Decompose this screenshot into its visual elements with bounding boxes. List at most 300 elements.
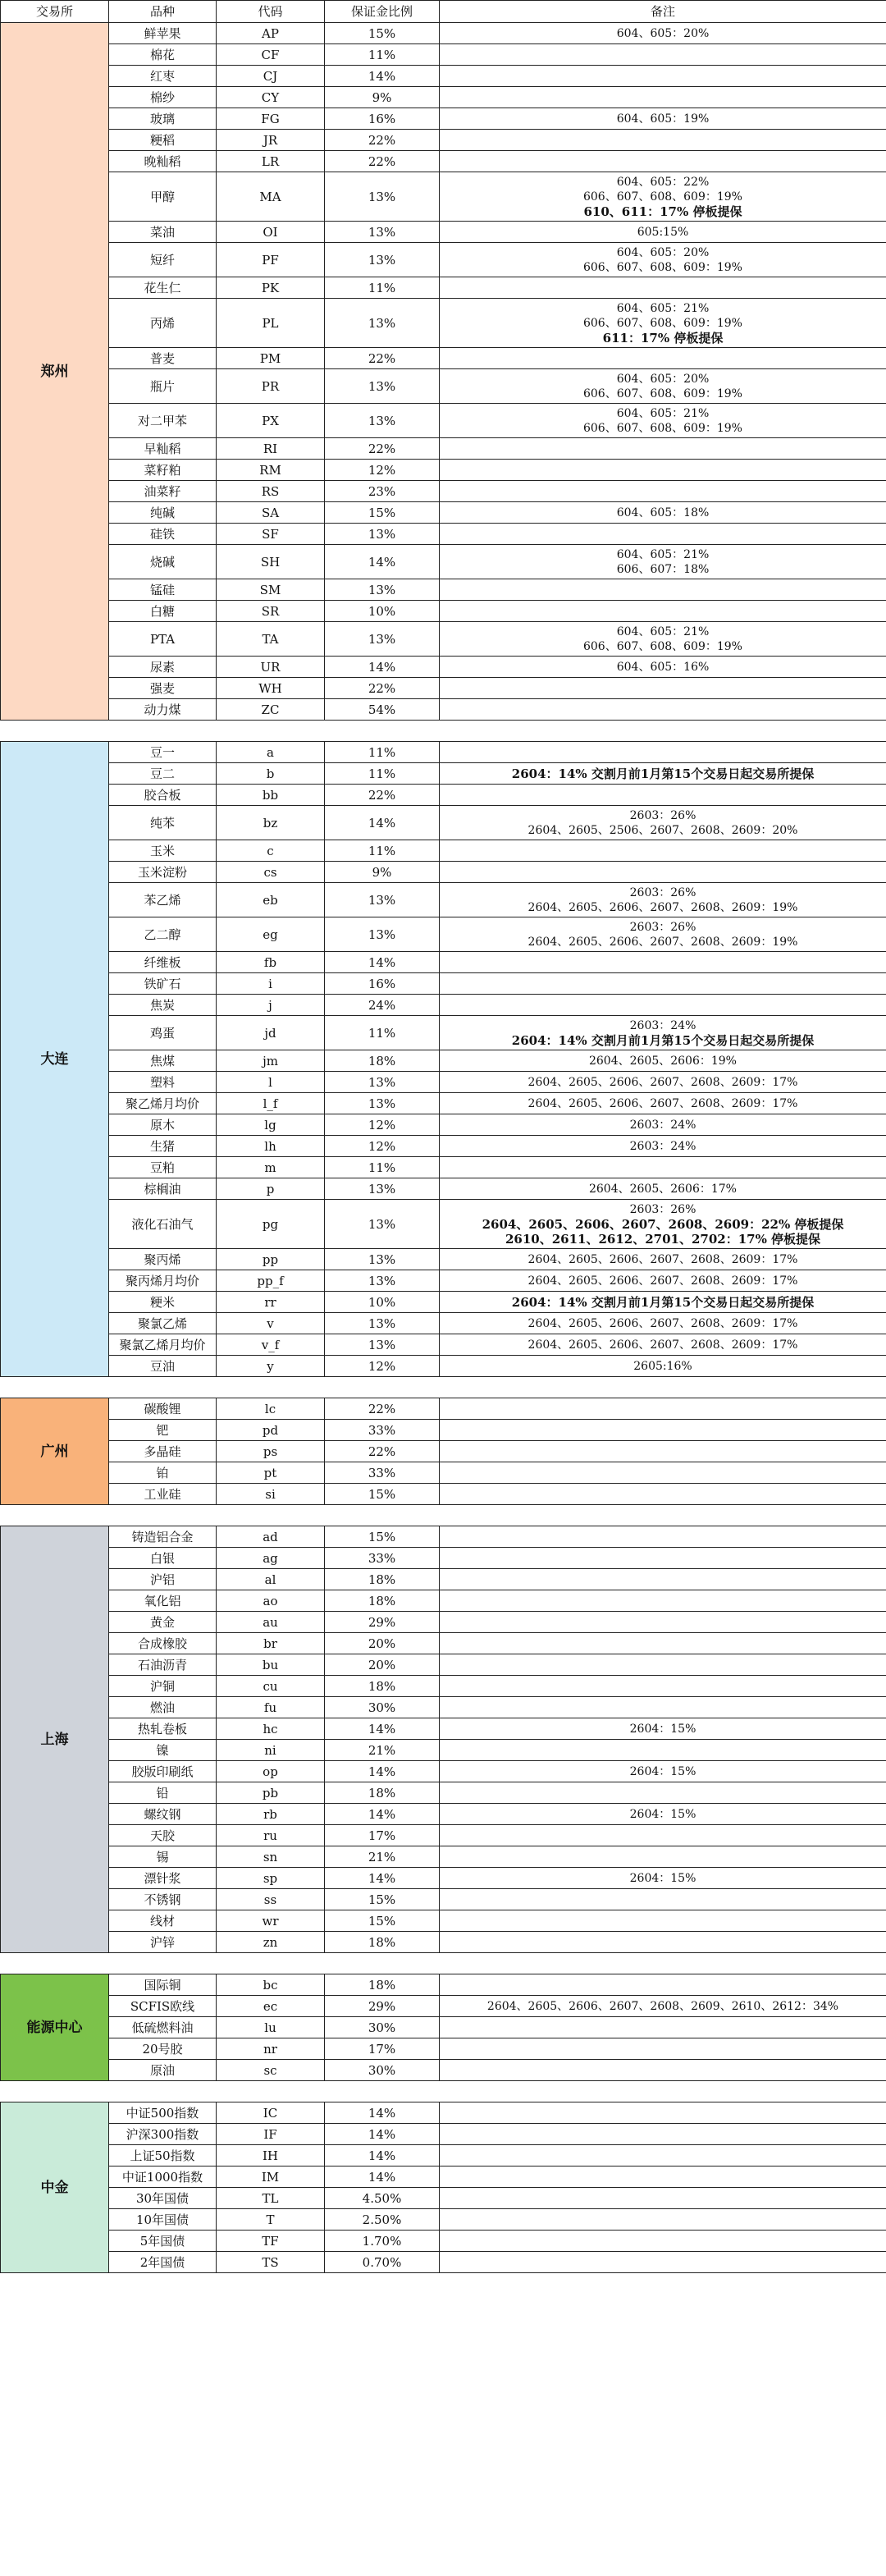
variety-cell: 10年国债 — [109, 2209, 217, 2231]
gap-cell — [1, 1505, 109, 1526]
variety-cell: 中证1000指数 — [109, 2166, 217, 2188]
gap-cell — [1, 721, 109, 742]
ratio-cell: 15% — [325, 1889, 440, 1910]
table-row — [1, 973, 886, 995]
note-line: 2603：24% — [629, 1118, 696, 1132]
code-cell: PR — [217, 369, 325, 404]
variety-cell: 2年国债 — [109, 2252, 217, 2273]
variety-cell: 铁矿石 — [109, 973, 217, 995]
code-cell: PL — [217, 299, 325, 348]
code-cell: fu — [217, 1697, 325, 1718]
table-row — [1, 995, 886, 1016]
table-row — [1, 1740, 886, 1761]
gap-cell — [1, 1953, 109, 1974]
code-cell: lg — [217, 1114, 325, 1136]
code-cell: b — [217, 763, 325, 785]
variety-cell: 国际铜 — [109, 1974, 217, 1996]
variety-cell: 碳酸锂 — [109, 1398, 217, 1420]
table-row — [1, 785, 886, 806]
table-row — [1, 1889, 886, 1910]
ratio-cell: 10% — [325, 601, 440, 622]
table-row — [1, 1200, 886, 1249]
ratio-cell: 14% — [325, 2102, 440, 2124]
gap-cell — [325, 721, 440, 742]
note-cell — [440, 2252, 886, 2273]
header-code: 代码 — [217, 1, 325, 23]
table-row — [1, 601, 886, 622]
table-row — [1, 1441, 886, 1462]
note-line: 2604、2605、2606、2607、2608、2609：19% — [527, 935, 798, 949]
note-cell — [440, 1633, 886, 1654]
note-line: 604、605：20% — [616, 245, 710, 259]
table-row — [1, 2060, 886, 2081]
table-row — [1, 369, 886, 404]
ratio-cell: 13% — [325, 1270, 440, 1292]
code-cell: SA — [217, 502, 325, 524]
variety-cell: 棉纱 — [109, 87, 217, 108]
code-cell: ad — [217, 1526, 325, 1548]
code-cell: bz — [217, 806, 325, 840]
variety-cell: 早籼稻 — [109, 438, 217, 460]
note-line: 2604：15% — [629, 1764, 696, 1778]
note-cell — [440, 1676, 886, 1697]
table-row — [1, 87, 886, 108]
gap-cell — [1, 1377, 109, 1398]
table-row — [1, 1249, 886, 1270]
ratio-cell: 14% — [325, 2166, 440, 2188]
code-cell: au — [217, 1612, 325, 1633]
table-row — [1, 151, 886, 172]
note-cell — [440, 601, 886, 622]
variety-cell: 聚氯乙烯月均价 — [109, 1334, 217, 1356]
note-cell — [440, 243, 886, 277]
note-cell — [440, 1072, 886, 1093]
ratio-cell: 54% — [325, 699, 440, 721]
ratio-cell: 23% — [325, 481, 440, 502]
note-cell — [440, 1462, 886, 1484]
code-cell: p — [217, 1178, 325, 1200]
note-cell — [440, 2017, 886, 2038]
note-line: 2603：26% — [629, 885, 696, 899]
variety-cell: 5年国债 — [109, 2231, 217, 2252]
note-cell — [440, 1548, 886, 1569]
code-cell: v — [217, 1313, 325, 1334]
code-cell: RI — [217, 438, 325, 460]
table-row — [1, 2017, 886, 2038]
variety-cell: 花生仁 — [109, 277, 217, 299]
variety-cell: 苯乙烯 — [109, 883, 217, 917]
ratio-cell: 14% — [325, 806, 440, 840]
ratio-cell: 14% — [325, 1868, 440, 1889]
table-row — [1, 1334, 886, 1356]
table-row — [1, 1178, 886, 1200]
code-cell: lh — [217, 1136, 325, 1157]
variety-cell: 豆一 — [109, 742, 217, 763]
variety-cell: 合成橡胶 — [109, 1633, 217, 1654]
variety-cell: 短纤 — [109, 243, 217, 277]
code-cell: hc — [217, 1718, 325, 1740]
variety-cell: 粳米 — [109, 1292, 217, 1313]
variety-cell: 玉米淀粉 — [109, 862, 217, 883]
variety-cell: PTA — [109, 622, 217, 657]
gap-cell — [1, 2081, 109, 2102]
code-cell: MA — [217, 172, 325, 222]
note-cell — [440, 460, 886, 481]
note-cell — [440, 1398, 886, 1420]
ratio-cell: 14% — [325, 952, 440, 973]
note-cell — [440, 1804, 886, 1825]
note-cell — [440, 1441, 886, 1462]
note-line: 606、607、608、609：19% — [582, 421, 742, 435]
code-cell: sp — [217, 1868, 325, 1889]
code-cell: JR — [217, 130, 325, 151]
variety-cell: 石油沥青 — [109, 1654, 217, 1676]
gap-cell — [440, 1953, 886, 1974]
variety-cell: 豆油 — [109, 1356, 217, 1377]
variety-cell: 鲜苹果 — [109, 23, 217, 44]
code-cell: br — [217, 1633, 325, 1654]
note-cell — [440, 2060, 886, 2081]
ratio-cell: 15% — [325, 1526, 440, 1548]
ratio-cell: 11% — [325, 840, 440, 862]
note-cell — [440, 1270, 886, 1292]
note-line: 2603：24% — [629, 1018, 696, 1032]
gap-cell — [440, 1505, 886, 1526]
note-line: 2604：14% 交割月前1月第15个交易日起交易所提保 — [511, 1294, 815, 1310]
table-row — [1, 1654, 886, 1676]
ratio-cell: 14% — [325, 657, 440, 678]
table-row — [1, 1526, 886, 1548]
code-cell: pb — [217, 1782, 325, 1804]
ratio-cell: 14% — [325, 66, 440, 87]
code-cell: c — [217, 840, 325, 862]
note-line: 2604、2605、2606、2607、2608、2609、2610、2612：34% — [486, 1999, 839, 2013]
variety-cell: 聚氯乙烯 — [109, 1313, 217, 1334]
table-row — [1, 1398, 886, 1420]
table-row — [1, 460, 886, 481]
variety-cell: 镍 — [109, 1740, 217, 1761]
note-line: 2603：24% — [629, 1139, 696, 1153]
table-row — [1, 1718, 886, 1740]
table-row — [1, 277, 886, 299]
table-row — [1, 1356, 886, 1377]
note-line: 2605:16% — [633, 1359, 692, 1373]
note-cell — [440, 44, 886, 66]
ratio-cell: 18% — [325, 1932, 440, 1953]
variety-cell: 铅 — [109, 1782, 217, 1804]
ratio-cell: 12% — [325, 1356, 440, 1377]
table-row — [1, 1093, 886, 1114]
gap-cell — [325, 2081, 440, 2102]
group-gap-row — [1, 2081, 886, 2102]
code-cell: RS — [217, 481, 325, 502]
ratio-cell: 30% — [325, 1697, 440, 1718]
table-row — [1, 1697, 886, 1718]
variety-cell: 热轧卷板 — [109, 1718, 217, 1740]
variety-cell: 棕榈油 — [109, 1178, 217, 1200]
variety-cell: 工业硅 — [109, 1484, 217, 1505]
code-cell: FG — [217, 108, 325, 130]
note-cell — [440, 1697, 886, 1718]
note-cell — [440, 1420, 886, 1441]
note-line: 2604：15% — [629, 1807, 696, 1821]
table-row — [1, 299, 886, 348]
variety-cell: 对二甲苯 — [109, 404, 217, 438]
note-cell — [440, 66, 886, 87]
variety-cell: 乙二醇 — [109, 917, 217, 952]
table-row — [1, 2252, 886, 2273]
ratio-cell: 13% — [325, 1072, 440, 1093]
note-cell — [440, 404, 886, 438]
note-line: 605:15% — [637, 225, 689, 239]
table-row — [1, 1590, 886, 1612]
ratio-cell: 4.50% — [325, 2188, 440, 2209]
table-row — [1, 1761, 886, 1782]
code-cell: wr — [217, 1910, 325, 1932]
ratio-cell: 15% — [325, 1910, 440, 1932]
ratio-cell: 13% — [325, 1334, 440, 1356]
table-row — [1, 1569, 886, 1590]
table-row — [1, 1612, 886, 1633]
note-cell — [440, 1334, 886, 1356]
note-cell — [440, 130, 886, 151]
exchange-cell: 郑州 — [1, 23, 109, 721]
table-row — [1, 622, 886, 657]
variety-cell: 原木 — [109, 1114, 217, 1136]
table-row — [1, 44, 886, 66]
ratio-cell: 29% — [325, 1612, 440, 1633]
note-cell — [440, 1740, 886, 1761]
header-exchange: 交易所 — [1, 1, 109, 23]
table-row — [1, 699, 886, 721]
table-row — [1, 1974, 886, 1996]
ratio-cell: 16% — [325, 973, 440, 995]
table-row — [1, 1462, 886, 1484]
variety-cell: 普麦 — [109, 348, 217, 369]
code-cell: pg — [217, 1200, 325, 1249]
exchange-cell: 广州 — [1, 1398, 109, 1505]
ratio-cell: 13% — [325, 1178, 440, 1200]
exchange-cell: 能源中心 — [1, 1974, 109, 2081]
variety-cell: 焦炭 — [109, 995, 217, 1016]
code-cell: PM — [217, 348, 325, 369]
ratio-cell: 33% — [325, 1462, 440, 1484]
table-row — [1, 404, 886, 438]
table-row — [1, 1484, 886, 1505]
group-gap-row — [1, 1505, 886, 1526]
variety-cell: 动力煤 — [109, 699, 217, 721]
gap-cell — [325, 1953, 440, 1974]
ratio-cell: 14% — [325, 2124, 440, 2145]
variety-cell: 纯碱 — [109, 502, 217, 524]
group-gap-row — [1, 721, 886, 742]
note-cell — [440, 1782, 886, 1804]
gap-cell — [109, 2081, 217, 2102]
variety-cell: 粳稻 — [109, 130, 217, 151]
table-row — [1, 840, 886, 862]
code-cell: LR — [217, 151, 325, 172]
table-row — [1, 742, 886, 763]
note-cell — [440, 883, 886, 917]
gap-cell — [440, 1377, 886, 1398]
code-cell: bb — [217, 785, 325, 806]
note-cell — [440, 87, 886, 108]
ratio-cell: 11% — [325, 742, 440, 763]
variety-cell: 硅铁 — [109, 524, 217, 545]
note-cell — [440, 348, 886, 369]
variety-cell: 菜油 — [109, 222, 217, 243]
note-line: 604、605：20% — [616, 26, 710, 40]
code-cell: si — [217, 1484, 325, 1505]
ratio-cell: 15% — [325, 502, 440, 524]
note-cell — [440, 1974, 886, 1996]
table-row — [1, 1846, 886, 1868]
ratio-cell: 17% — [325, 1825, 440, 1846]
note-line: 2610、2611、2612、2701、2702：17% 停板提保 — [505, 1231, 821, 1247]
note-line: 611：17% 停板提保 — [602, 330, 724, 345]
table-row — [1, 1868, 886, 1889]
ratio-cell: 12% — [325, 1114, 440, 1136]
note-cell — [440, 2209, 886, 2231]
code-cell: zn — [217, 1932, 325, 1953]
note-line: 604、605：21% — [616, 547, 710, 561]
table-row — [1, 806, 886, 840]
note-line: 2604、2605、2606、2607、2608、2609：17% — [527, 1096, 798, 1110]
table-row — [1, 1548, 886, 1569]
variety-cell: 塑料 — [109, 1072, 217, 1093]
gap-cell — [109, 1377, 217, 1398]
table-row — [1, 502, 886, 524]
code-cell: pp — [217, 1249, 325, 1270]
code-cell: AP — [217, 23, 325, 44]
ratio-cell: 13% — [325, 917, 440, 952]
ratio-cell: 10% — [325, 1292, 440, 1313]
code-cell: RM — [217, 460, 325, 481]
table-row — [1, 108, 886, 130]
note-cell — [440, 1761, 886, 1782]
note-cell — [440, 481, 886, 502]
code-cell: i — [217, 973, 325, 995]
table-row — [1, 2102, 886, 2124]
variety-cell: 锡 — [109, 1846, 217, 1868]
note-cell — [440, 1200, 886, 1249]
note-line: 2603：26% — [629, 920, 696, 934]
ratio-cell: 13% — [325, 369, 440, 404]
variety-cell: 铸造铝合金 — [109, 1526, 217, 1548]
code-cell: CJ — [217, 66, 325, 87]
note-line: 2604、2605、2606、2607、2608、2609：19% — [527, 900, 798, 914]
code-cell: jd — [217, 1016, 325, 1050]
note-cell — [440, 657, 886, 678]
variety-cell: 螺纹钢 — [109, 1804, 217, 1825]
ratio-cell: 12% — [325, 460, 440, 481]
code-cell: TF — [217, 2231, 325, 2252]
variety-cell: 铂 — [109, 1462, 217, 1484]
ratio-cell: 29% — [325, 1996, 440, 2017]
note-cell — [440, 840, 886, 862]
ratio-cell: 22% — [325, 785, 440, 806]
exchange-cell: 中金 — [1, 2102, 109, 2273]
ratio-cell: 33% — [325, 1420, 440, 1441]
table-row — [1, 222, 886, 243]
header-ratio: 保证金比例 — [325, 1, 440, 23]
note-cell — [440, 742, 886, 763]
ratio-cell: 11% — [325, 1016, 440, 1050]
variety-cell: 燃油 — [109, 1697, 217, 1718]
code-cell: IM — [217, 2166, 325, 2188]
variety-cell: 黄金 — [109, 1612, 217, 1633]
table-row — [1, 438, 886, 460]
code-cell: PX — [217, 404, 325, 438]
note-cell — [440, 622, 886, 657]
variety-cell: 沪锌 — [109, 1932, 217, 1953]
ratio-cell: 15% — [325, 23, 440, 44]
note-cell — [440, 1249, 886, 1270]
table-row — [1, 481, 886, 502]
code-cell: SH — [217, 545, 325, 579]
note-cell — [440, 973, 886, 995]
note-cell — [440, 579, 886, 601]
variety-cell: 晚籼稻 — [109, 151, 217, 172]
note-cell — [440, 545, 886, 579]
code-cell: rr — [217, 1292, 325, 1313]
note-cell — [440, 1050, 886, 1072]
table-row — [1, 66, 886, 87]
code-cell: al — [217, 1569, 325, 1590]
variety-cell: 玻璃 — [109, 108, 217, 130]
ratio-cell: 14% — [325, 1718, 440, 1740]
variety-cell: 聚乙烯月均价 — [109, 1093, 217, 1114]
table-row — [1, 862, 886, 883]
code-cell: pp_f — [217, 1270, 325, 1292]
table-row — [1, 2188, 886, 2209]
code-cell: cs — [217, 862, 325, 883]
ratio-cell: 22% — [325, 678, 440, 699]
code-cell: ru — [217, 1825, 325, 1846]
note-cell — [440, 1114, 886, 1136]
code-cell: v_f — [217, 1334, 325, 1356]
note-line: 604、605：19% — [616, 112, 710, 126]
variety-cell: 鸡蛋 — [109, 1016, 217, 1050]
note-line: 606、607、608、609：19% — [582, 387, 742, 400]
note-cell — [440, 1910, 886, 1932]
code-cell: j — [217, 995, 325, 1016]
code-cell: SR — [217, 601, 325, 622]
note-cell — [440, 1526, 886, 1548]
note-line: 2604、2605、2606、2607、2608、2609：17% — [527, 1075, 798, 1089]
ratio-cell: 0.70% — [325, 2252, 440, 2273]
ratio-cell: 14% — [325, 545, 440, 579]
ratio-cell: 11% — [325, 763, 440, 785]
variety-cell: 白银 — [109, 1548, 217, 1569]
variety-cell: 纯苯 — [109, 806, 217, 840]
ratio-cell: 12% — [325, 1136, 440, 1157]
code-cell: y — [217, 1356, 325, 1377]
note-cell — [440, 369, 886, 404]
note-line: 604、605：22% — [616, 175, 710, 189]
variety-cell: 30年国债 — [109, 2188, 217, 2209]
gap-cell — [217, 1505, 325, 1526]
variety-cell: 氧化铝 — [109, 1590, 217, 1612]
ratio-cell: 18% — [325, 1050, 440, 1072]
variety-cell: 不锈钢 — [109, 1889, 217, 1910]
note-line: 606、607：18% — [616, 562, 710, 576]
table-row — [1, 883, 886, 917]
ratio-cell: 20% — [325, 1633, 440, 1654]
table-row — [1, 1633, 886, 1654]
code-cell: cu — [217, 1676, 325, 1697]
note-cell — [440, 1313, 886, 1334]
